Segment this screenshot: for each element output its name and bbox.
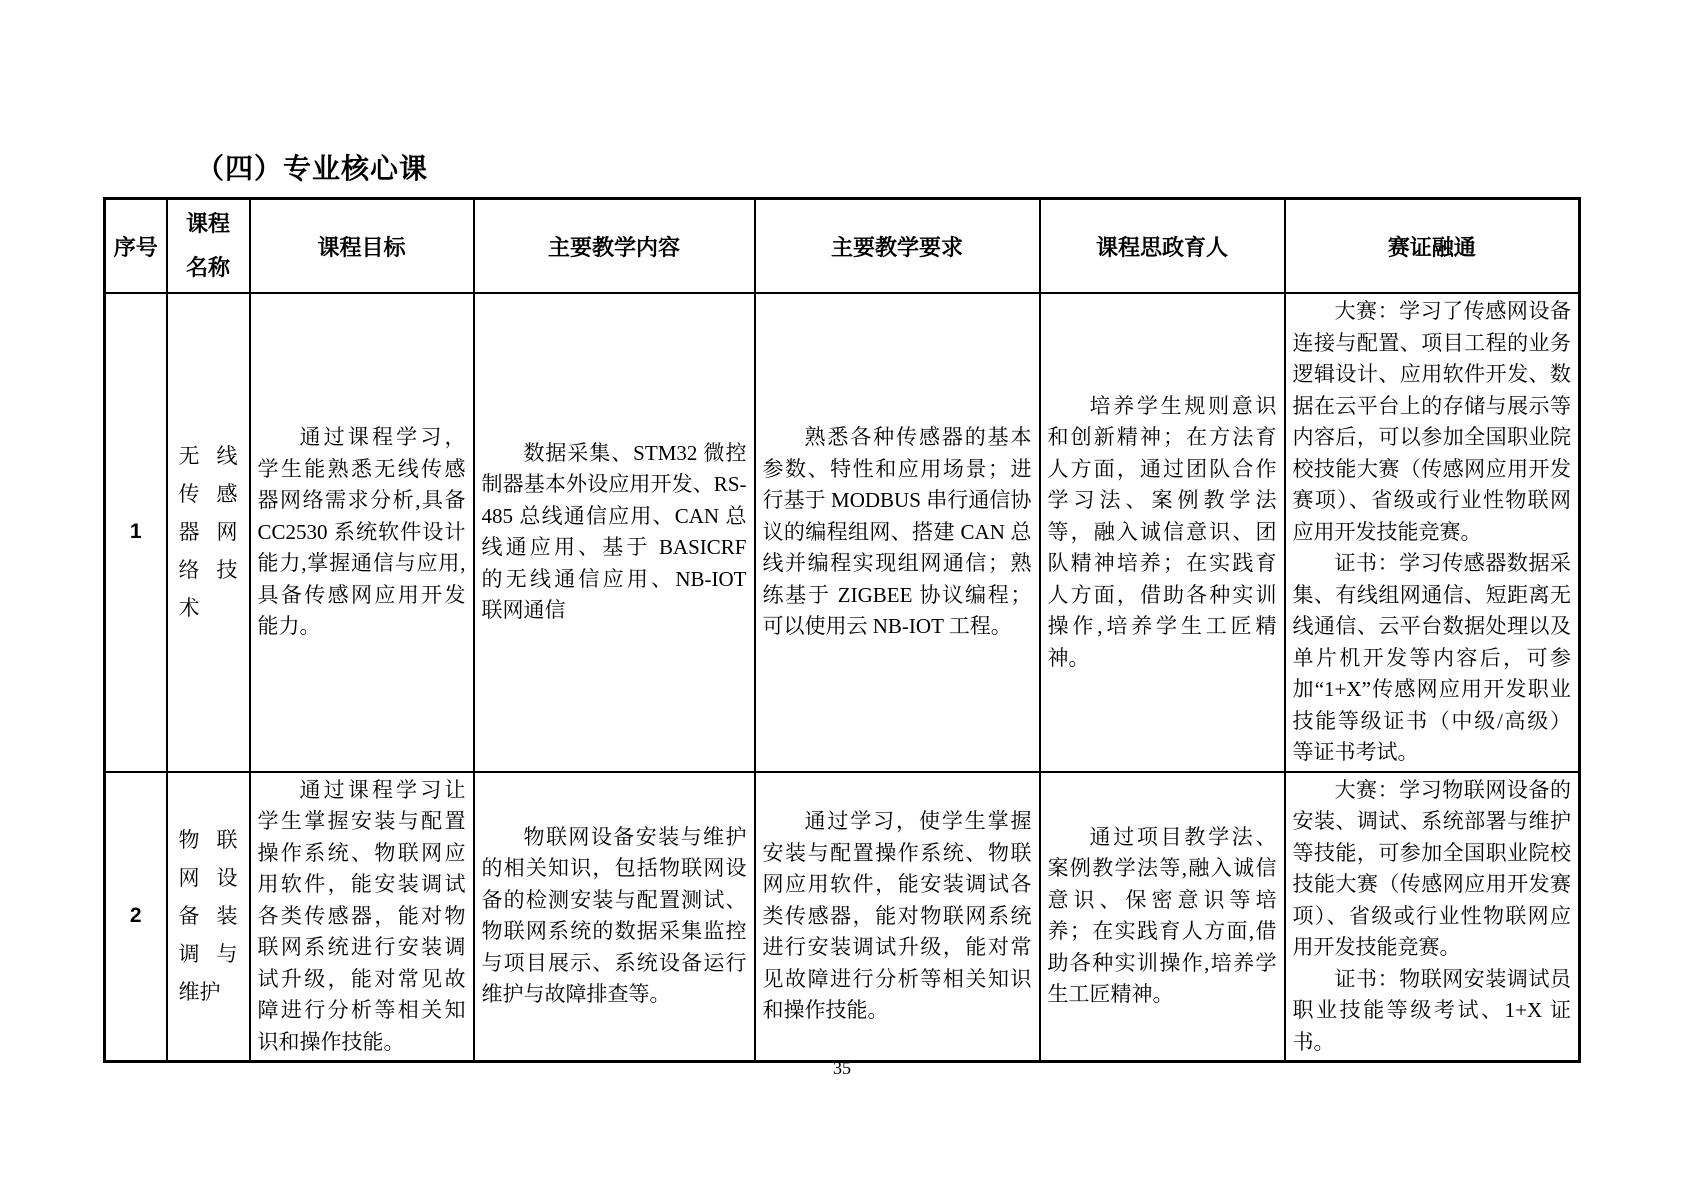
table-row <box>105 293 1580 772</box>
core-courses-table <box>103 197 1581 1063</box>
col-header-index: 序号 <box>105 199 167 294</box>
competition-certificate <box>1285 293 1580 772</box>
row-index: 1 <box>105 293 167 772</box>
row-index: 2 <box>105 772 167 1062</box>
ideology-education <box>1040 772 1285 1062</box>
col-header-competition: 赛证融通 <box>1285 199 1580 294</box>
col-header-content: 主要教学内容 <box>474 199 755 294</box>
teaching-requirement-text: 熟悉各种传感器的基本参数、特性和应用场景；进行基于 MODBUS 串行通信协议的编程组网、搭建 CAN 总线并编程实现组网通信；熟练基于 ZIGBEE 协议编程；可以使用云 NB-IOT 工程。 <box>762 425 1032 638</box>
competition-paragraph: 大赛：学习物联网设备的安装、调试、系统部署与维护等技能，可参加全国职业院校技能大赛（传感网应用开发赛项）、省级或行业性物联网应用开发技能竞赛。 <box>1292 777 1571 959</box>
certificate-paragraph: 证书：物联网安装调试员职业技能等级考试、1+X 证书。 <box>1292 966 1571 1054</box>
ideology-education-text: 通过项目教学法、案例教学法等,融入诚信意识、保密意识等培养；在实践育人方面,借助各种实训操作,培养学生工匠精神。 <box>1047 824 1277 1007</box>
col-header-course-name-line1: 课程 <box>185 211 230 236</box>
course-objective-text: 通过课程学习让学生掌握安装与配置操作系统、物联网应用软件，能安装调试各类传感器，能对物联网系统进行安装调试升级，能对常见故障进行分析等相关知识和操作技能。 <box>257 777 466 1054</box>
col-header-course-name-line2: 名称 <box>185 255 230 280</box>
teaching-requirement <box>755 772 1040 1062</box>
teaching-content-text: 数据采集、STM32 微控制器基本外设应用开发、RS-485 总线通信应用、CAN 总线通应用、基于 BASICRF 的无线通信应用、NB-IOT 联网通信 <box>481 440 747 623</box>
col-header-requirement: 主要教学要求 <box>755 199 1040 294</box>
col-header-course-name <box>167 199 250 294</box>
col-header-objective: 课程目标 <box>250 199 474 294</box>
page-number: 35 <box>833 1058 851 1078</box>
certificate-paragraph: 证书：学习传感器数据采集、有线组网通信、短距离无线通信、云平台数据处理以及单片机开发等内容后，可参加“1+X”传感网应用开发职业技能等级证书（中级/高级）等证书考试。 <box>1292 551 1571 764</box>
course-objective <box>250 293 474 772</box>
col-header-ideology: 课程思政育人 <box>1040 199 1285 294</box>
teaching-content <box>474 293 755 772</box>
course-objective-text: 通过课程学习，学生能熟悉无线传感器网络需求分析,具备 CC2530 系统软件设计能力,掌握通信与应用,具备传感网应用开发能力。 <box>257 425 466 638</box>
competition-paragraph: 大赛：学习了传感网设备连接与配置、项目工程的业务逻辑设计、应用软件开发、数据在云平台上的存储与展示等内容后，可以参加全国职业院校技能大赛（传感网应用开发赛项）、省级或行业性物联网应用开发技能竞赛。 <box>1292 299 1571 544</box>
ideology-education <box>1040 293 1285 772</box>
section-title: （四）专业核心课 <box>196 153 429 184</box>
course-name: 物联网设备装调与维护 <box>167 772 250 1062</box>
teaching-content <box>474 772 755 1062</box>
header-row <box>105 199 1580 294</box>
course-name: 无线传感器网络技术 <box>167 293 250 772</box>
teaching-content-text: 物联网设备安装与维护的相关知识，包括物联网设备的检测安装与配置测试、物联网系统的数据采集监控与项目展示、系统设备运行维护与故障排查等。 <box>481 824 747 1007</box>
course-objective <box>250 772 474 1062</box>
competition-certificate <box>1285 772 1580 1062</box>
teaching-requirement-text: 通过学习，使学生掌握安装与配置操作系统、物联网应用软件，能安装调试各类传感器，能对物联网系统进行安装调试升级，能对常见故障进行分析等相关知识和操作技能。 <box>762 809 1032 1022</box>
ideology-education-text: 培养学生规则意识和创新精神；在方法育人方面，通过团队合作学习法、案例教学法等，融入诚信意识、团队精神培养；在实践育人方面，借助各种实训操作,培养学生工匠精神。 <box>1047 393 1277 670</box>
teaching-requirement <box>755 293 1040 772</box>
table-row <box>105 772 1580 1062</box>
